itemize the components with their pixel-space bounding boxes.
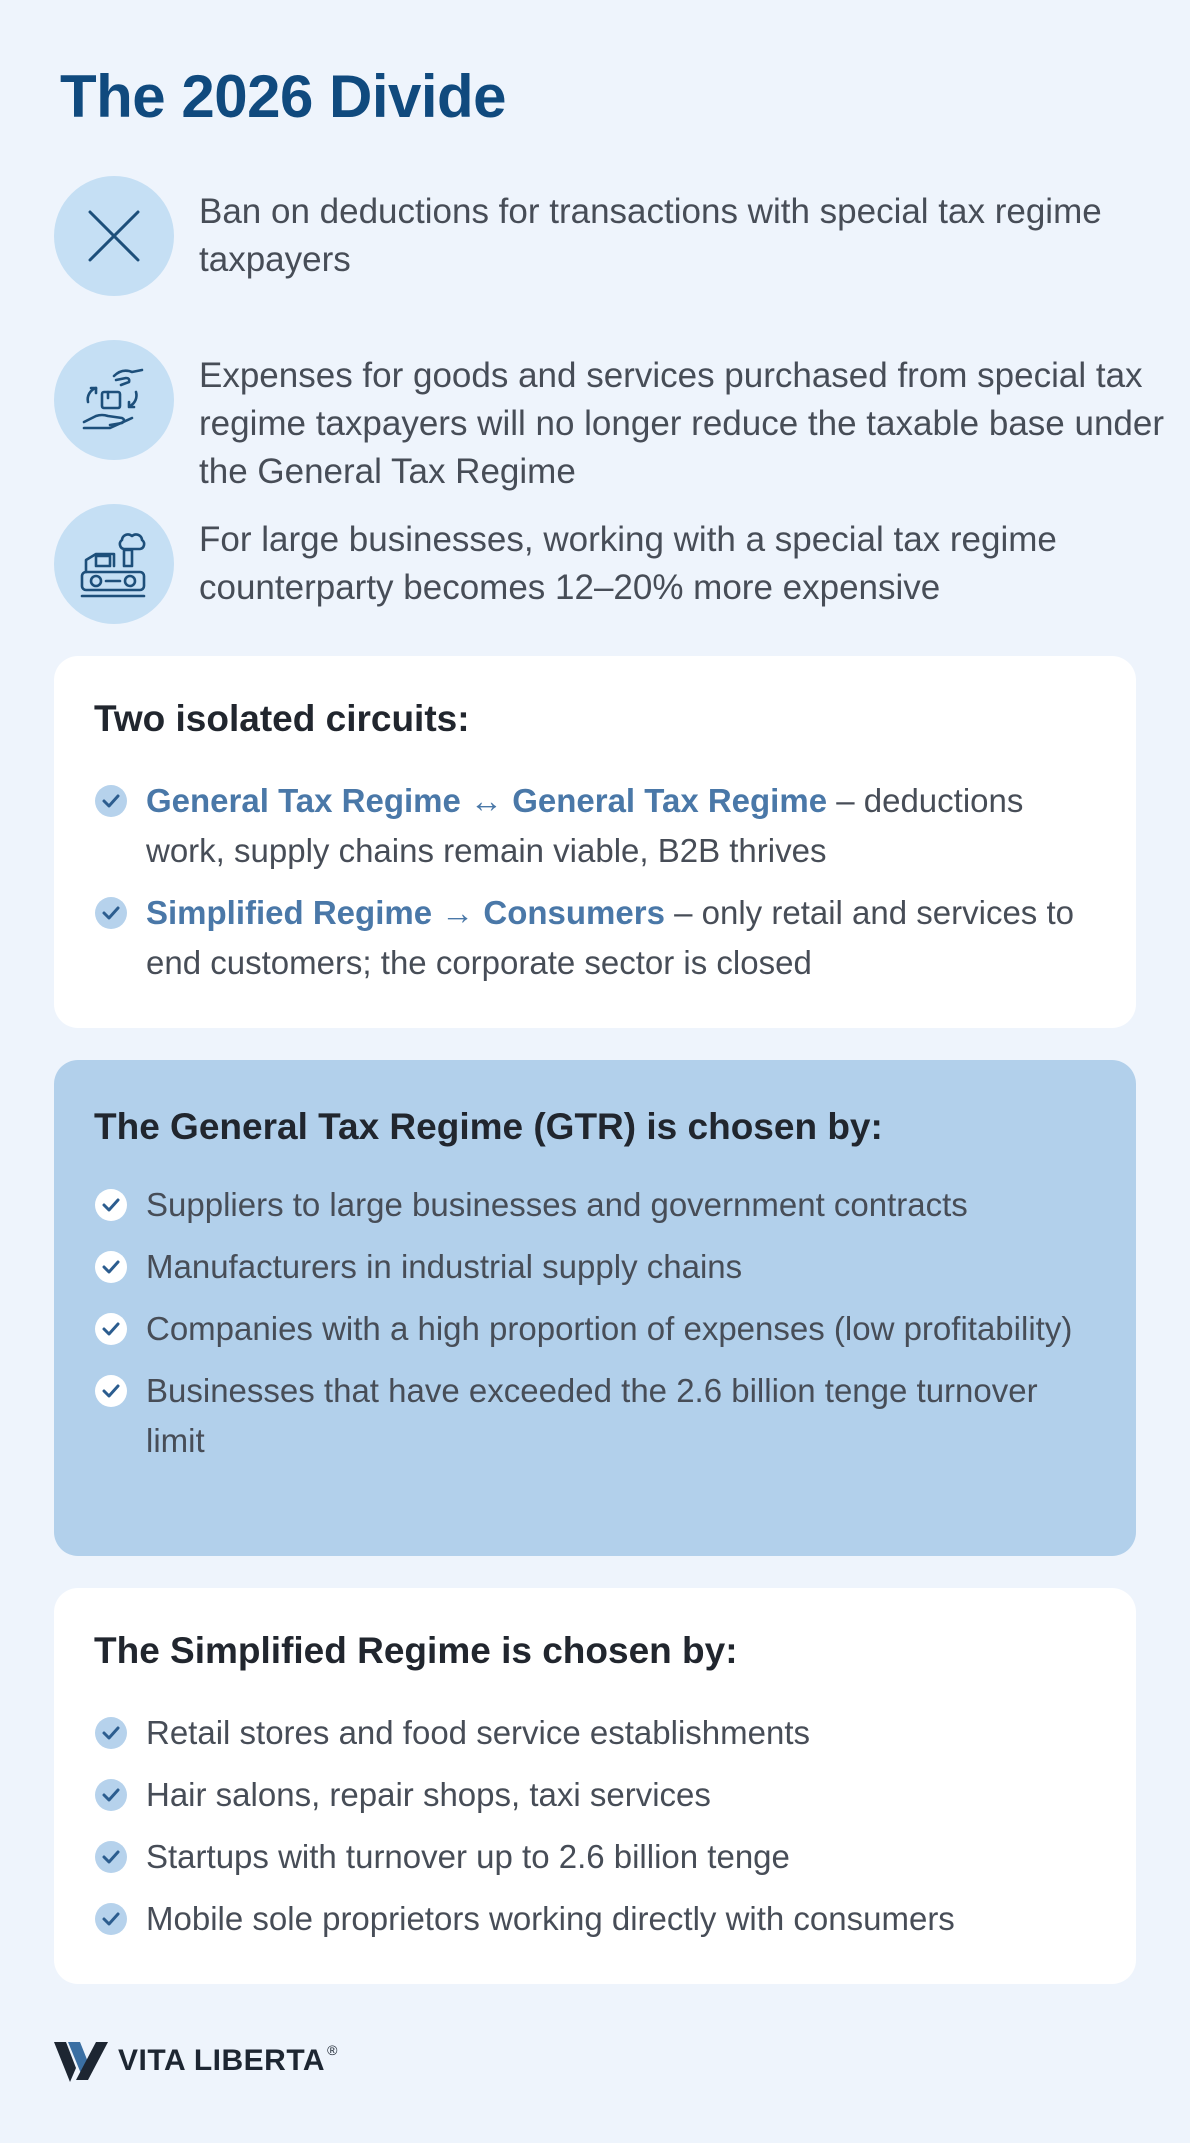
check-icon — [94, 896, 128, 930]
item-text: Companies with a high proportion of expenses (low profitability) — [146, 1310, 1073, 1347]
list-item — [94, 1242, 1086, 1292]
list-item — [94, 1366, 1086, 1466]
logo-text: VITA LIBERTA — [118, 2044, 326, 2077]
feature-deduction-ban — [54, 176, 1134, 296]
check-icon — [94, 1716, 128, 1750]
page-title: The 2026 Divide — [60, 63, 507, 130]
simplified-card — [54, 1588, 1136, 1984]
circuits-list — [94, 776, 1086, 988]
list-item — [94, 1708, 1086, 1758]
item-text: Mobile sole proprietors working directly with consumers — [146, 1900, 955, 1937]
circuit-description: – deductions work, supply chains remain viable, B2B thrives — [146, 782, 1024, 869]
list-item — [94, 776, 1086, 876]
gtr-card — [54, 1060, 1136, 1556]
icon-circle — [54, 176, 174, 296]
icon-circle — [54, 340, 174, 460]
check-icon — [94, 1902, 128, 1936]
simplified-heading: The Simplified Regime is chosen by: — [94, 1630, 738, 1671]
vita-liberta-logo-icon — [54, 2040, 110, 2082]
check-icon — [94, 1250, 128, 1284]
circuit-highlight: Simplified Regime → Consumers — [146, 894, 665, 931]
circuit-description: – only retail and services to end customers; the corporate sector is closed — [146, 894, 1074, 981]
circuits-heading: Two isolated circuits: — [94, 698, 470, 739]
check-icon — [94, 1312, 128, 1346]
list-item — [94, 1770, 1086, 1820]
simplified-list — [94, 1708, 1086, 1944]
list-item — [94, 1894, 1086, 1944]
check-icon — [94, 1840, 128, 1874]
item-text: Manufacturers in industrial supply chains — [146, 1248, 743, 1285]
list-item — [94, 1304, 1086, 1354]
item-text: Retail stores and food service establishments — [146, 1714, 810, 1751]
circuits-card — [54, 656, 1136, 1028]
gtr-list — [94, 1180, 1086, 1466]
factory-machine-icon — [76, 526, 152, 602]
item-text: Businesses that have exceeded the 2.6 billion tenge turnover limit — [146, 1372, 1038, 1459]
feature-text: Expenses for goods and services purchased from special tax regime taxpayers will no longer reduce the taxable base under the General Tax Regime — [199, 356, 1165, 491]
check-icon — [94, 1778, 128, 1812]
list-item — [94, 1832, 1086, 1882]
feature-cost-increase — [54, 504, 1134, 624]
circuit-highlight: General Tax Regime ↔ General Tax Regime — [146, 782, 828, 819]
item-text: Suppliers to large businesses and government contracts — [146, 1186, 968, 1223]
registered-mark: ® — [327, 2042, 338, 2058]
check-icon — [94, 1374, 128, 1408]
hand-exchange-icon — [76, 362, 152, 438]
item-text: Hair salons, repair shops, taxi services — [146, 1776, 711, 1813]
list-item — [94, 1180, 1086, 1230]
check-icon — [94, 1188, 128, 1222]
icon-circle — [54, 504, 174, 624]
item-text: Startups with turnover up to 2.6 billion tenge — [146, 1838, 790, 1875]
feature-text: For large businesses, working with a special tax regime counterparty becomes 12–20% more expensive — [199, 520, 1057, 607]
feature-text: Ban on deductions for transactions with special tax regime taxpayers — [199, 192, 1102, 279]
list-item — [94, 888, 1086, 988]
brand-logo — [54, 2040, 337, 2082]
feature-expenses — [54, 340, 1165, 491]
gtr-heading: The General Tax Regime (GTR) is chosen by: — [94, 1106, 883, 1147]
x-icon — [86, 208, 142, 264]
check-icon — [94, 784, 128, 818]
